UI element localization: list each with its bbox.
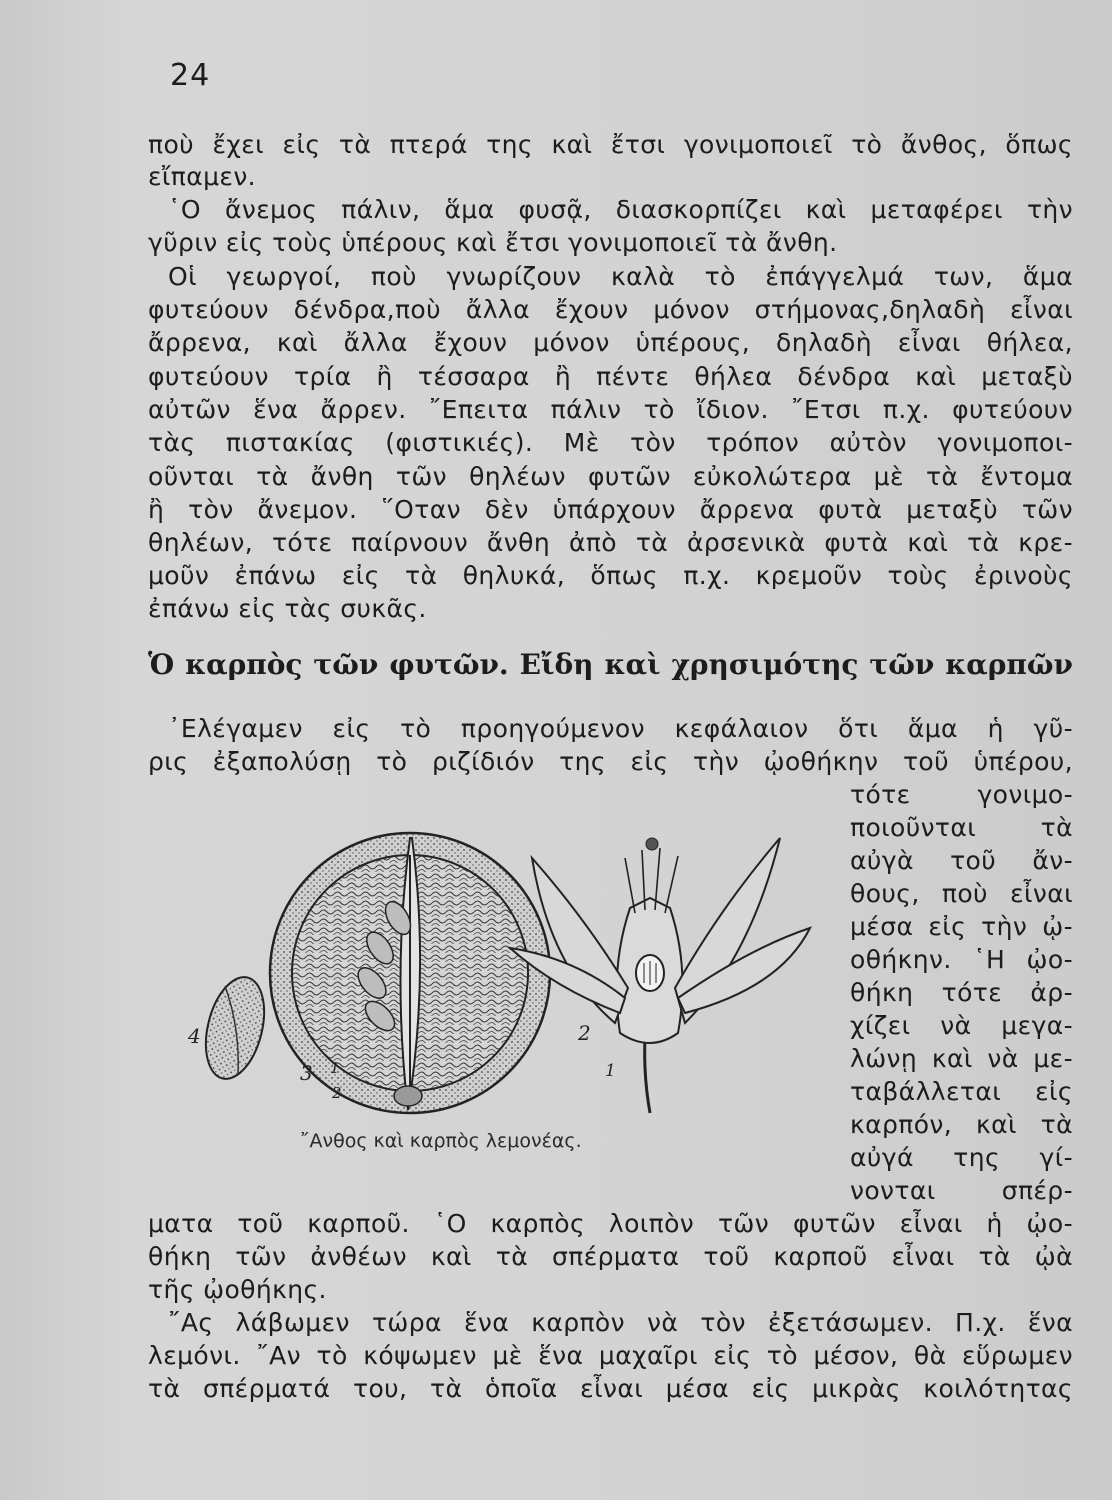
side-text-line: θους, ποὺ εἶναι [850, 879, 1073, 908]
text-line: ματα τοῦ καρποῦ. ῾Ο καρπὸς λοιπὸν τῶν φυτῶν εἶναι ἡ ᾠο- [148, 1209, 1073, 1238]
text-line: τὰ σπέρματά του, τὰ ὁποῖα εἶναι μέσα εἰς μικρὰς κοιλότητας [148, 1374, 1073, 1403]
text-line: αὐτῶν ἕνα ἄρρεν. ῎Επειτα πάλιν τὸ ἴδιον. ῎Ετσι π.χ. φυτεύουν [148, 395, 1073, 424]
side-text-line: θήκη τότε ἀρ- [850, 978, 1073, 1007]
side-text-line: αὐγά της γί- [850, 1143, 1073, 1172]
text-line: μοῦν ἐπάνω εἰς τὰ θηλυκά, ὅπως π.χ. κρεμοῦν τοὺς ἐρινοὺς [148, 561, 1073, 590]
side-text-line: καρπόν, καὶ τὰ [850, 1110, 1073, 1139]
text-line: γῦριν εἰς τοὺς ὑπέρους καὶ ἔτσι γονιμοποιεῖ τὰ ἄνθη. [148, 228, 838, 257]
text-line: οῦνται τὰ ἄνθη τῶν θηλέων φυτῶν εὐκολώτερα μὲ τὰ ἔντομα [148, 462, 1073, 491]
side-text-line: τότε γονιμο- [850, 780, 1073, 809]
seed-drawing [196, 971, 274, 1085]
text-line: ᾿Ελέγαμεν εἰς τὸ προηγούμενον κεφάλαιον ὅτι ἅμα ἡ γῦ- [168, 714, 1073, 743]
figure-label: 1 [330, 1059, 340, 1077]
lemon-flower-fruit-illustration [180, 818, 830, 1148]
text-line: θήκη τῶν ἀνθέων καὶ τὰ σπέρματα τοῦ καρποῦ εἶναι τὰ ᾠὰ [148, 1242, 1073, 1271]
text-line: ἢ τὸν ἄνεμον. ῞Οταν δὲν ὑπάρχουν ἄρρενα φυτὰ μεταξὺ τῶν [148, 495, 1073, 524]
side-text-line: λώνῃ καὶ νὰ με- [850, 1044, 1073, 1073]
side-text-line: οθήκην. ῾Η ᾠο- [850, 945, 1073, 974]
side-text-line: χίζει νὰ μεγα- [850, 1011, 1073, 1040]
section-heading: Ὁ καρπὸς τῶν φυτῶν. Εἴδη καὶ χρησιμότης τῶν καρπῶν [148, 648, 1073, 681]
figure-label: 4 [188, 1024, 201, 1048]
side-text-line: αὐγὰ τοῦ ἄν- [850, 846, 1073, 875]
side-text-line: μέσα εἰς τὴν ᾠ- [850, 912, 1073, 941]
side-text-line: νονται σπέρ- [850, 1176, 1073, 1205]
text-line: ποὺ ἔχει εἰς τὰ πτερά της καὶ ἔτσι γονιμοποιεῖ τὸ ἄνθος, ὅπως [148, 130, 1073, 159]
text-line: τῆς ᾠοθήκης. [148, 1275, 327, 1304]
text-line: φυτεύουν τρία ἢ τέσσαρα ἢ πέντε θήλεα δένδρα καὶ μεταξὺ [148, 362, 1073, 391]
text-line: θηλέων, τότε παίρνουν ἄνθη ἀπὸ τὰ ἀρσενικὰ φυτὰ καὶ τὰ κρε- [148, 528, 1073, 557]
lemon-flower-section [510, 838, 810, 1113]
page-number: 24 [170, 58, 211, 93]
figure-label: 2 [332, 1084, 342, 1102]
side-text-line: ταβάλλεται εἰς [850, 1077, 1073, 1106]
text-line: τὰς πιστακίας (φιστικιές). Μὲ τὸν τρόπον αὐτὸν γονιμοποι- [148, 428, 1073, 457]
text-line: ἐπάνω εἰς τὰς συκᾶς. [148, 594, 427, 623]
text-line: ῾Ο ἄνεμος πάλιν, ἅμα φυσᾷ, διασκορπίζει καὶ μεταφέρει τὴν [168, 195, 1073, 224]
side-text-line: ποιοῦνται τὰ [850, 813, 1073, 842]
figure-label: 2 [578, 1021, 591, 1045]
text-line: εἴπαμεν. [148, 162, 257, 191]
figure-label: 3 [300, 1061, 313, 1085]
text-line: λεμόνι. ῎Αν τὸ κόψωμεν μὲ ἕνα μαχαῖρι εἰς τὸ μέσον, θὰ εὕρωμεν [148, 1341, 1073, 1370]
text-line: ῎Ας λάβωμεν τώρα ἕνα καρπὸν νὰ τὸν ἐξετάσωμεν. Π.χ. ἕνα [168, 1308, 1073, 1337]
text-line: ρις ἐξαπολύσῃ τὸ ριζίδιόν της εἰς τὴν ᾠοθήκην τοῦ ὑπέρου, [148, 747, 1073, 776]
text-line: φυτεύουν δένδρα,ποὺ ἄλλα ἔχουν μόνον στήμονας,δηλαδὴ εἶναι [148, 295, 1073, 324]
text-line: Οἱ γεωργοί, ποὺ γνωρίζουν καλὰ τὸ ἐπάγγελμά των, ἅμα [168, 262, 1073, 291]
text-line: ἄρρενα, καὶ ἄλλα ἔχουν μόνον ὑπέρους, δηλαδὴ εἶναι θήλεα, [148, 328, 1073, 357]
figure-caption: ῎Ανθος καὶ καρπὸς λεμονέας. [300, 1130, 582, 1152]
figure-label: 1 [605, 1061, 616, 1081]
